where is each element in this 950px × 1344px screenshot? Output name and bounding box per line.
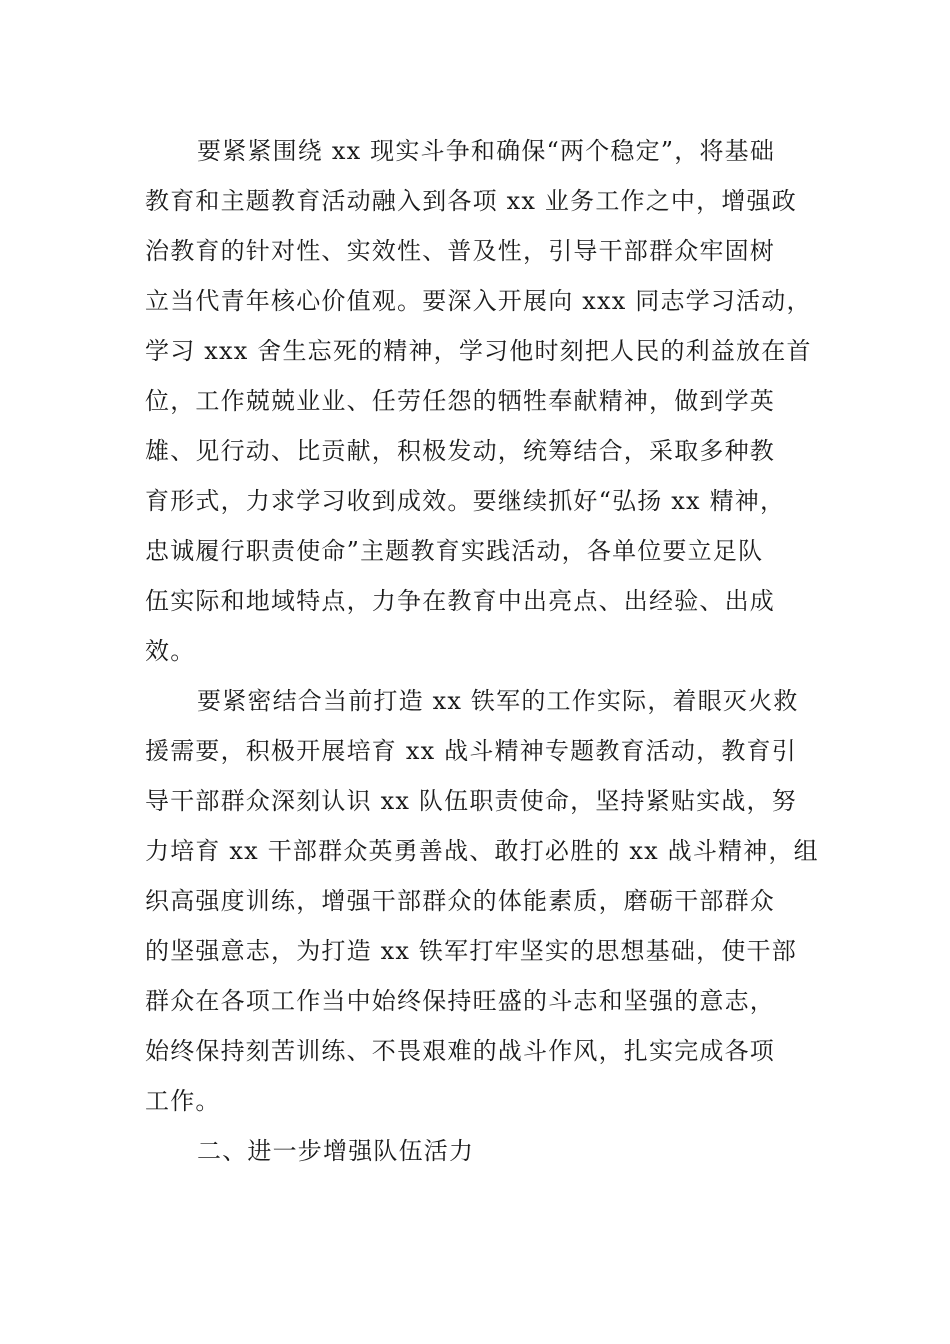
paragraph-line: 伍实际和地域特点，力争在教育中出亮点、出经验、出成 <box>145 587 775 615</box>
paragraph-line: 立当代青年核心价值观。要深入开展向 xxx 同志学习活动， <box>145 287 812 315</box>
paragraph-line: 要紧紧围绕 xx 现实斗争和确保“两个稳定”，将基础 <box>197 137 776 165</box>
section-heading-text: 二、进一步增强队伍活力 <box>197 1137 475 1165</box>
paragraph-line: 要紧密结合当前打造 xx 铁军的工作实际，着眼灭火救 <box>197 687 799 715</box>
paragraph-line: 的坚强意志，为打造 xx 铁军打牢坚实的思想基础，使干部 <box>145 937 797 965</box>
paragraph-line: 位，工作兢兢业业、任劳任怨的牺牲奉献精神，做到学英 <box>145 387 775 415</box>
paragraph-line: 学习 xxx 舍生忘死的精神，学习他时刻把人民的利益放在首 <box>145 337 812 365</box>
paragraph-line: 始终保持刻苦训练、不畏艰难的战斗作风，扎实完成各项 <box>145 1037 775 1065</box>
paragraph-line: 治教育的针对性、实效性、普及性，引导干部群众牢固树 <box>145 237 775 265</box>
document-body <box>145 126 819 1176</box>
paragraph-line: 导干部群众深刻认识 xx 队伍职责使命，坚持紧贴实战，努 <box>145 787 797 815</box>
paragraph-line: 援需要，积极开展培育 xx 战斗精神专题教育活动，教育引 <box>145 737 797 765</box>
paragraph-line: 织高强度训练，增强干部群众的体能素质，磨砺干部群众 <box>145 887 775 915</box>
paragraph-2 <box>145 676 819 1126</box>
paragraph-line: 力培育 xx 干部群众英勇善战、敢打必胜的 xx 战斗精神，组 <box>145 837 819 865</box>
paragraph-line: 教育和主题教育活动融入到各项 xx 业务工作之中，增强政 <box>145 187 797 215</box>
paragraph-line: 效。 <box>145 637 196 665</box>
paragraph-line: 育形式，力求学习收到成效。要继续抓好“弘扬 xx 精神， <box>145 487 786 515</box>
paragraph-1 <box>145 126 812 676</box>
paragraph-line: 忠诚履行职责使命”主题教育实践活动，各单位要立足队 <box>145 537 764 565</box>
paragraph-line: 雄、见行动、比贡献，积极发动，统筹结合，采取多种教 <box>145 437 775 465</box>
paragraph-line: 群众在各项工作当中始终保持旺盛的斗志和坚强的意志， <box>145 987 775 1015</box>
paragraph-line: 工作。 <box>145 1087 221 1115</box>
section-heading <box>145 1126 805 1176</box>
